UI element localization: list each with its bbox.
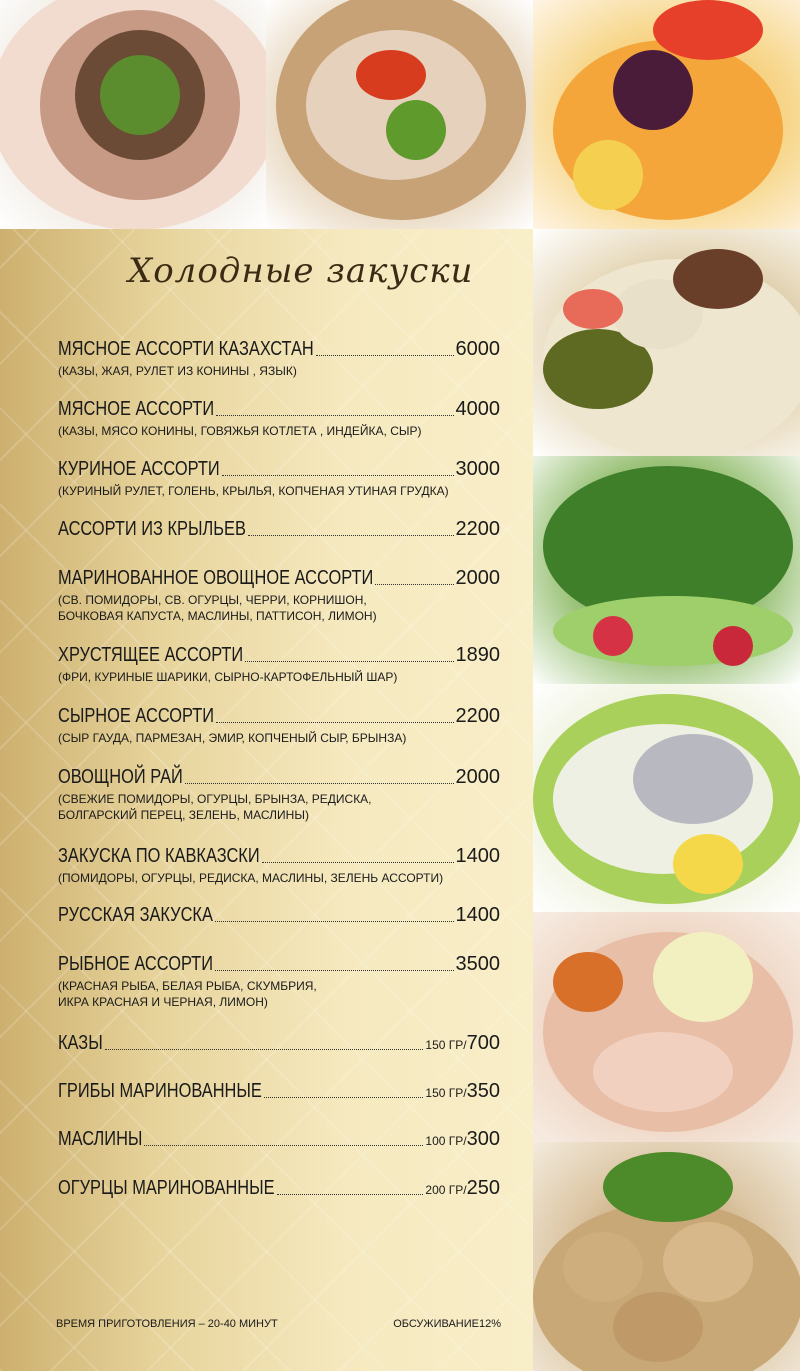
item-name: АССОРТИ ИЗ КРЫЛЬЕВ [58,518,246,540]
item-name: МЯСНОЕ АССОРТИ [58,398,215,420]
item-weight: 150 ГР/ [425,1038,467,1052]
item-price: 250 [466,1177,500,1199]
photo-pickled-vegetables [533,229,800,456]
item-weight: 100 ГР/ [425,1134,467,1148]
photo-vegetable-platter [533,456,800,684]
item-description: (ПОМИДОРЫ, ОГУРЦЫ, РЕДИСКА, МАСЛИНЫ, ЗЕЛЕНЬ АССОРТИ) [58,871,444,885]
item-name: КАЗЫ [58,1032,103,1054]
menu-item [58,515,500,541]
item-name: КУРИНОЕ АССОРТИ [58,458,220,480]
leader-dots [105,1049,424,1050]
item-price: 3500 [455,953,500,975]
leader-dots [216,415,453,416]
menu-item [58,564,500,624]
leader-dots [245,661,453,662]
menu-item [58,842,500,886]
item-price: 6000 [455,338,500,360]
item-description: (СЫР ГАУДА, ПАРМЕЗАН, ЭМИР, КОПЧЕНЫЙ СЫР, БРЫНЗА) [58,731,407,745]
photo-fruit-platter [533,0,800,229]
item-price: 2000 [455,567,500,589]
leader-dots [262,862,454,863]
item-name: РЫБНОЕ АССОРТИ [58,953,213,975]
leader-dots [144,1145,423,1146]
item-price: 1400 [455,904,500,926]
menu-item [58,702,500,746]
photo-fish-platter [533,912,800,1142]
leader-dots [215,921,454,922]
item-price: 300 [466,1128,500,1150]
item-description: (КУРИНЫЙ РУЛЕТ, ГОЛЕНЬ, КРЫЛЬЯ, КОПЧЕНАЯ УТИНАЯ ГРУДКА) [58,484,449,498]
leader-dots [215,970,454,971]
item-price: 3000 [455,458,500,480]
item-price: 700 [466,1032,500,1054]
menu-panel [0,229,533,1371]
item-description: (КАЗЫ, ЖАЯ, РУЛЕТ ИЗ КОНИНЫ , ЯЗЫК) [58,364,297,378]
leader-dots [277,1194,424,1195]
item-name: ЗАКУСКА ПО КАВКАЗСКИ [58,845,260,867]
item-price: 2000 [455,766,500,788]
menu-item [58,455,500,499]
item-weight: 200 ГР/ [425,1183,467,1197]
menu-title: Холодные закуски [128,251,474,291]
menu-item [58,901,500,927]
photo-sliced-meat [266,0,533,229]
item-price: 1890 [455,644,500,666]
item-description: (КАЗЫ, МЯСО КОНИНЫ, ГОВЯЖЬЯ КОТЛЕТА , ИНДЕЙКА, СЫР) [58,424,422,438]
item-name: ХРУСТЯЩЕЕ АССОРТИ [58,644,244,666]
item-price: 1400 [455,845,500,867]
item-name: ОВОЩНОЙ РАЙ [58,766,183,788]
item-description: (СВЕЖИЕ ПОМИДОРЫ, ОГУРЦЫ, БРЫНЗА, РЕДИСКА, БОЛГАРСКИЙ ПЕРЕЦ, ЗЕЛЕНЬ, МАСЛИНЫ) [58,792,372,822]
leader-dots [216,722,453,723]
menu-item [58,763,500,823]
leader-dots [375,584,453,585]
photo-meat-platter [0,0,266,229]
item-weight: 150 ГР/ [425,1086,467,1100]
item-name: МЯСНОЕ АССОРТИ КАЗАХСТАН [58,338,314,360]
item-name: МАСЛИНЫ [58,1128,143,1150]
item-price: 2200 [455,705,500,727]
item-name: ГРИБЫ МАРИНОВАННЫЕ [58,1080,262,1102]
item-name: РУССКАЯ ЗАКУСКА [58,904,213,926]
item-description: (СВ. ПОМИДОРЫ, СВ. ОГУРЦЫ, ЧЕРРИ, КОРНИШОН, БОЧКОВАЯ КАПУСТА, МАСЛИНЫ, ПАТТИСОН, ЛИМОН) [58,593,377,623]
prep-time-note: ВРЕМЯ ПРИГОТОВЛЕНИЯ – 20-40 МИНУТ [56,1318,278,1330]
leader-dots [222,475,454,476]
menu-item [58,950,500,1010]
item-price: 350 [466,1080,500,1102]
item-name: ОГУРЦЫ МАРИНОВАННЫЕ [58,1177,275,1199]
leader-dots [316,355,454,356]
leader-dots [185,783,454,784]
menu-item [58,641,500,685]
menu-item [58,395,500,439]
menu-item [58,1125,500,1151]
photo-pickled-mushrooms [533,1142,800,1371]
item-description: (ФРИ, КУРИНЫЕ ШАРИКИ, СЫРНО-КАРТОФЕЛЬНЫЙ ШАР) [58,670,398,684]
menu-item [58,1029,500,1055]
item-price: 2200 [455,518,500,540]
item-price: 4000 [455,398,500,420]
item-description: (КРАСНАЯ РЫБА, БЕЛАЯ РЫБА, СКУМБРИЯ, ИКРА КРАСНАЯ И ЧЕРНАЯ, ЛИМОН) [58,979,317,1009]
menu-item [58,335,500,379]
leader-dots [264,1097,424,1098]
photo-herring-platter [533,684,800,912]
leader-dots [248,535,454,536]
item-name: МАРИНОВАННОЕ ОВОЩНОЕ АССОРТИ [58,567,374,589]
service-charge-note: ОБСУЖИВАНИЕ12% [393,1318,501,1330]
item-name: СЫРНОЕ АССОРТИ [58,705,215,727]
menu-item [58,1174,500,1200]
menu-item [58,1077,500,1103]
